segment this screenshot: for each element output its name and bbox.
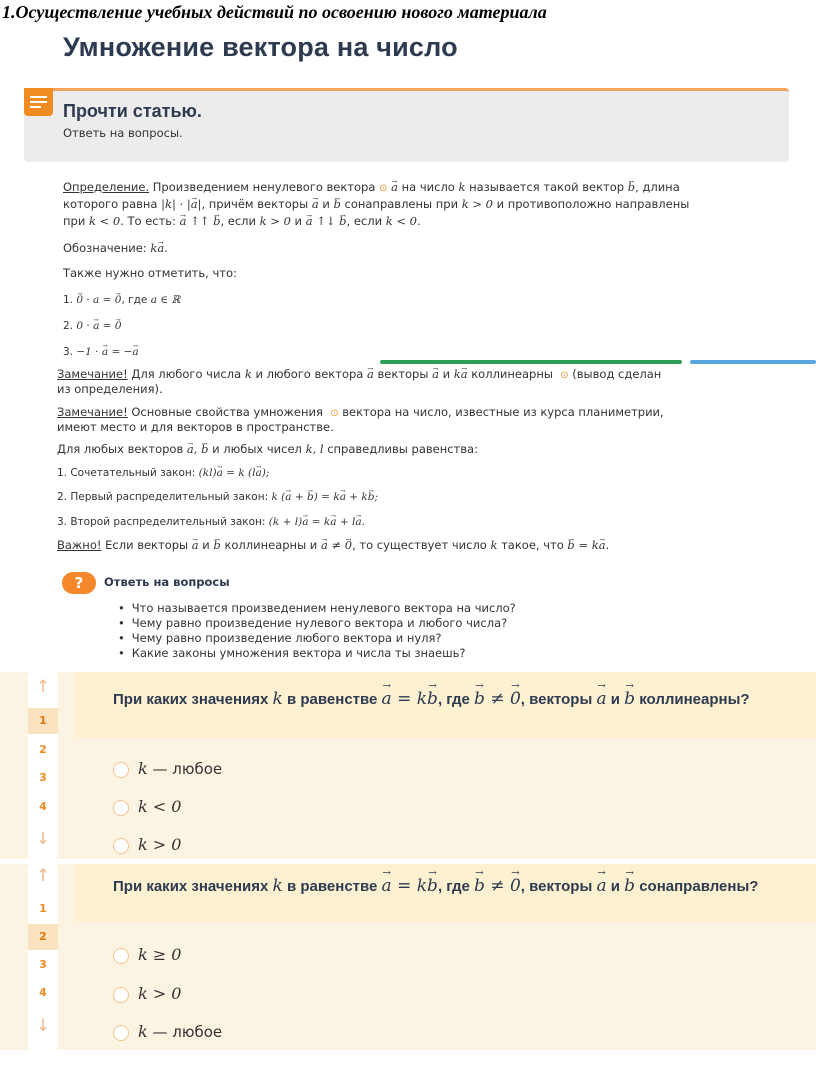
nav-question-1[interactable]: 1 xyxy=(28,708,58,734)
radio-button[interactable] xyxy=(113,987,129,1003)
radio-button[interactable] xyxy=(113,948,129,964)
remark-2-line-2: имеют место и для векторов в пространстве. xyxy=(57,420,334,434)
task-subtitle: Ответь на вопросы. xyxy=(63,126,183,140)
info-icon[interactable]: ⊙ xyxy=(330,408,339,419)
property-3: 3. −1 · → a = −→ a xyxy=(63,344,139,360)
remark-1-line-1: Замечание! Для любого числа k и любого вектора → a векторы → a и k→ a коллинеарны ⊙ (вывод сделан xyxy=(57,366,661,384)
answer-option[interactable]: k ≥ 0 xyxy=(113,945,181,964)
definition-line-3: при k < 0. То есть: → a ↑↑ → b, если k > 0 и → a ↑↓ → b, если k < 0. xyxy=(63,213,421,229)
list-item: • Что называется произведением ненулевого вектора на число? xyxy=(118,601,516,616)
quiz-question-1: При каких значениях k в равенстве → a = k→ b, где → b ≠ → 0, векторы → a и → b коллинеарны? xyxy=(113,689,750,709)
remark-link-1[interactable]: Замечание! xyxy=(57,367,128,381)
definition-line-2: которого равна |k| · |→ a|, причём векторы → a и → b сонаправлены при k > 0 и противоположно направлены xyxy=(63,196,689,212)
questions-title: Ответь на вопросы xyxy=(104,575,230,589)
nav-question-3[interactable]: 3 xyxy=(39,771,47,784)
info-icon[interactable]: ⊙ xyxy=(379,183,388,194)
law-2: 2. Первый распределительный закон: k (→ a + → b) = k→ a + k→ b; xyxy=(57,489,378,505)
list-item: • Чему равно произведение любого вектора и нуля? xyxy=(118,631,516,646)
remark-1-line-2: из определения). xyxy=(57,382,163,396)
progress-bar-blue xyxy=(690,360,816,364)
answer-option[interactable]: k — любое xyxy=(113,759,222,778)
info-icon[interactable]: ⊙ xyxy=(560,370,569,381)
definition-line-1: Определение. Произведением ненулевого вектора ⊙ → a на число k называется такой вектор → b, длина xyxy=(63,179,680,197)
article-icon xyxy=(24,88,53,116)
question-nav-2 xyxy=(28,864,58,1050)
questions-list xyxy=(118,601,516,661)
question-badge-icon: ? xyxy=(62,572,96,594)
nav-question-2[interactable]: 2 xyxy=(39,743,47,756)
nav-up-arrow-icon[interactable]: ↑ xyxy=(35,866,51,886)
radio-button[interactable] xyxy=(113,1025,129,1041)
answer-option[interactable]: k — любое xyxy=(113,1022,222,1041)
definition-label[interactable]: Определение. xyxy=(63,180,150,194)
nav-question-2[interactable]: 2 xyxy=(28,924,58,950)
lesson-title: Умножение вектора на число xyxy=(63,32,458,62)
nav-up-arrow-icon[interactable]: ↑ xyxy=(35,677,51,697)
nav-question-1[interactable]: 1 xyxy=(39,902,47,915)
question-nav-1 xyxy=(28,672,58,859)
answer-option[interactable]: k > 0 xyxy=(113,984,181,1003)
nav-question-4[interactable]: 4 xyxy=(39,800,47,813)
radio-button[interactable] xyxy=(113,838,129,854)
important-line: Важно! Если векторы → a и → b коллинеарны и → a ≠ → 0, то существует число k такое, что → b = k→ a. xyxy=(57,537,609,553)
list-item: • Чему равно произведение нулевого вектора и любого числа? xyxy=(118,616,516,631)
notation-line: Обозначение: k→ a. xyxy=(63,240,168,256)
property-2: 2. 0 · → a = → 0 xyxy=(63,318,122,334)
radio-button[interactable] xyxy=(113,800,129,816)
remark-2-line-1: Замечание! Основные свойства умножения ⊙ вектора на число, известные из курса планиметрии, xyxy=(57,405,664,419)
law-1: 1. Сочетательный закон: (kl)→ a = k (l→ a); xyxy=(57,465,269,481)
nav-question-4[interactable]: 4 xyxy=(39,986,47,999)
radio-button[interactable] xyxy=(113,762,129,778)
nav-down-arrow-icon[interactable]: ↓ xyxy=(35,1016,51,1036)
task-card xyxy=(24,88,789,162)
answer-option[interactable]: k > 0 xyxy=(113,835,181,854)
progress-bar-green xyxy=(380,360,682,364)
forall-line: Для любых векторов → a, → b и любых чисел k, l справедливы равенства: xyxy=(57,441,478,457)
nav-down-arrow-icon[interactable]: ↓ xyxy=(35,829,51,849)
important-link[interactable]: Важно! xyxy=(57,538,102,552)
remark-link-2[interactable]: Замечание! xyxy=(57,405,128,419)
property-1: 1. → 0 · a = → 0, где a ∈ ℝ xyxy=(63,292,180,308)
task-title: Прочти статью. xyxy=(63,101,202,121)
list-item: • Какие законы умножения вектора и числа ты знаешь? xyxy=(118,646,516,661)
answer-option[interactable]: k < 0 xyxy=(113,797,181,816)
nav-question-3[interactable]: 3 xyxy=(39,958,47,971)
quiz-question-2: При каких значениях k в равенстве → a = k→ b, где → b ≠ → 0, векторы → a и → b сонаправлены? xyxy=(113,876,758,896)
document-heading: 1.Осуществление учебных действий по освоению нового материала xyxy=(2,2,547,22)
also-note: Также нужно отметить, что: xyxy=(63,266,237,280)
law-3: 3. Второй распределительный закон: (k + l)→ a = k→ a + l→ a. xyxy=(57,514,365,530)
